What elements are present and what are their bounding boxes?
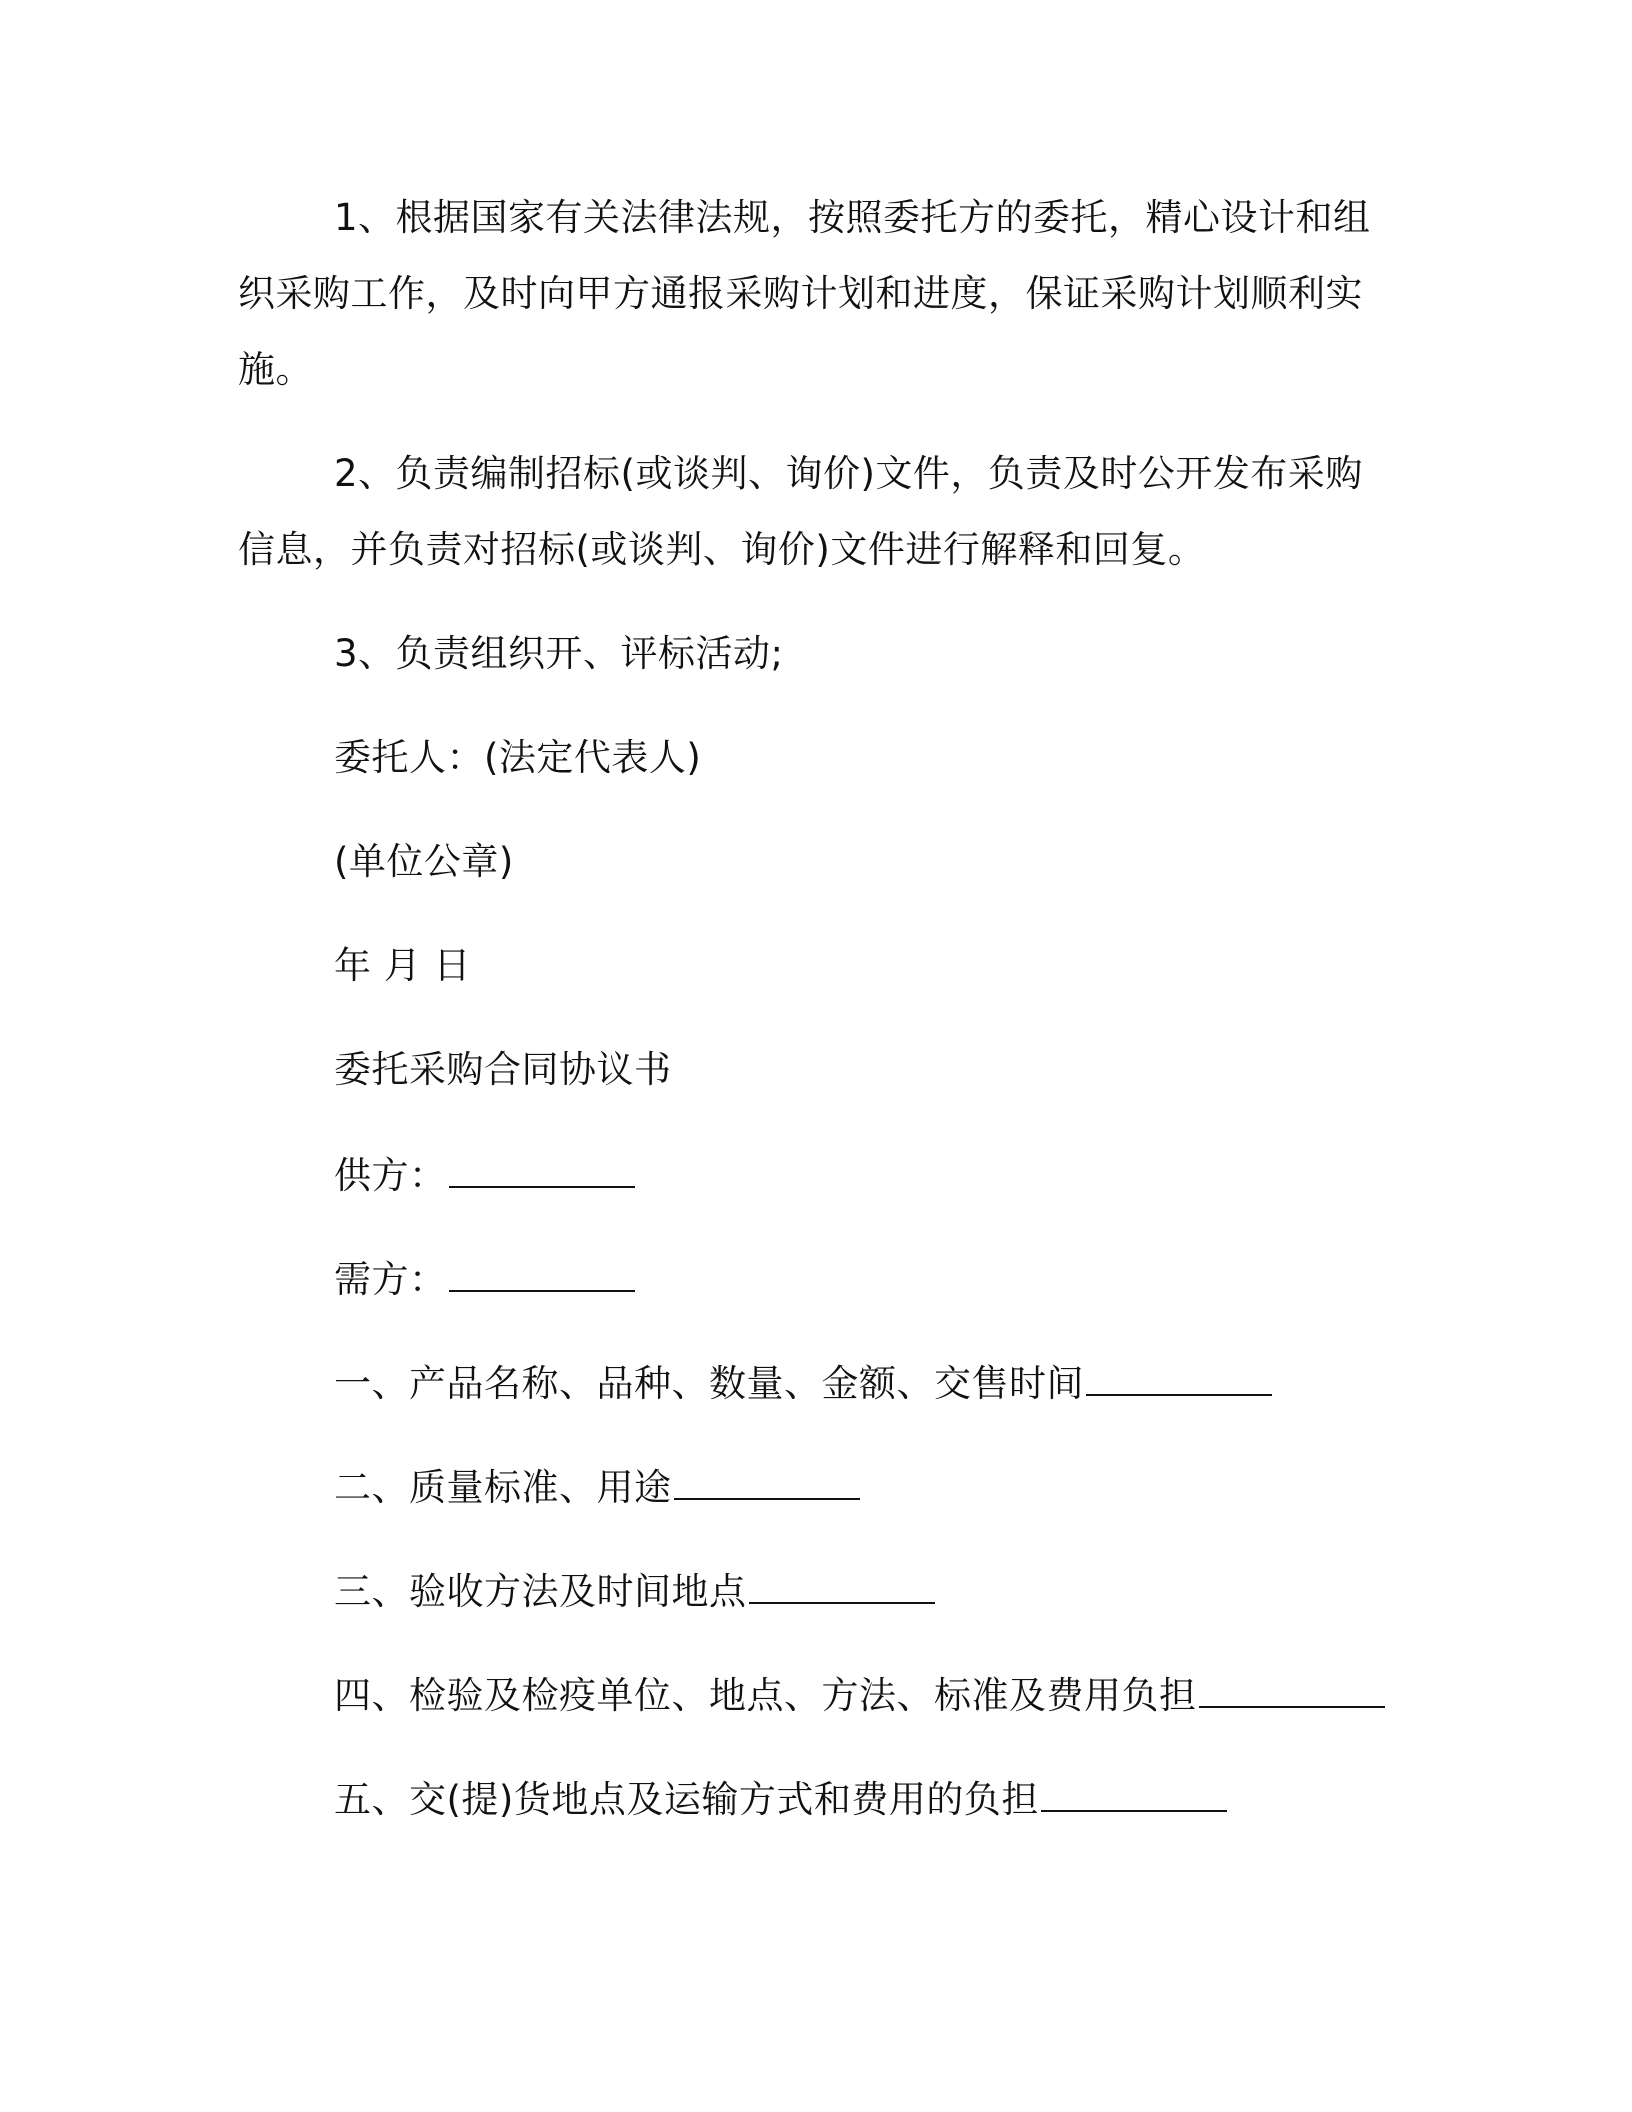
contract-item-2-blank-line [674, 1464, 860, 1500]
date-label: 年 月 日 [334, 944, 472, 987]
para-1-line-3: 施。 [238, 348, 313, 391]
contract-item-1-text: 一、产品名称、品种、数量、金额、交售时间 [334, 1362, 1084, 1405]
seal-label: (单位公章) [334, 840, 514, 883]
supplier-field [334, 1152, 635, 1198]
contract-item-4 [334, 1672, 1385, 1718]
contract-item-5 [334, 1776, 1227, 1822]
supplier-label: 供方： [334, 1154, 447, 1197]
para-3-line-1: 3、负责组织开、评标活动; [334, 632, 784, 675]
para-1-line-2: 织采购工作，及时向甲方通报采购计划和进度，保证采购计划顺利实 [238, 272, 1363, 315]
contract-item-3 [334, 1568, 935, 1614]
contract-item-2 [334, 1464, 860, 1510]
contract-item-4-blank-line [1199, 1672, 1385, 1708]
supplier-blank-line [449, 1152, 635, 1188]
para-1-line-1: 1、根据国家有关法律法规，按照委托方的委托，精心设计和组 [334, 196, 1371, 239]
contract-item-4-text: 四、检验及检疫单位、地点、方法、标准及费用负担 [334, 1674, 1197, 1717]
para-2-line-2: 信息，并负责对招标(或谈判、询价)文件进行解释和回复。 [238, 528, 1206, 571]
buyer-blank-line [449, 1256, 635, 1292]
contract-item-5-text: 五、交(提)货地点及运输方式和费用的负担 [334, 1778, 1039, 1821]
contract-item-3-blank-line [749, 1568, 935, 1604]
buyer-label: 需方： [334, 1258, 447, 1301]
contract-title: 委托采购合同协议书 [334, 1048, 672, 1091]
contract-item-5-blank-line [1041, 1776, 1227, 1812]
contract-item-2-text: 二、质量标准、用途 [334, 1466, 672, 1509]
contract-item-1 [334, 1360, 1272, 1406]
para-2-line-1: 2、负责编制招标(或谈判、询价)文件，负责及时公开发布采购 [334, 452, 1363, 495]
buyer-field [334, 1256, 635, 1302]
contract-item-1-blank-line [1086, 1360, 1272, 1396]
contract-item-3-text: 三、验收方法及时间地点 [334, 1570, 747, 1613]
principal-signature-label: 委托人：(法定代表人) [334, 736, 702, 779]
